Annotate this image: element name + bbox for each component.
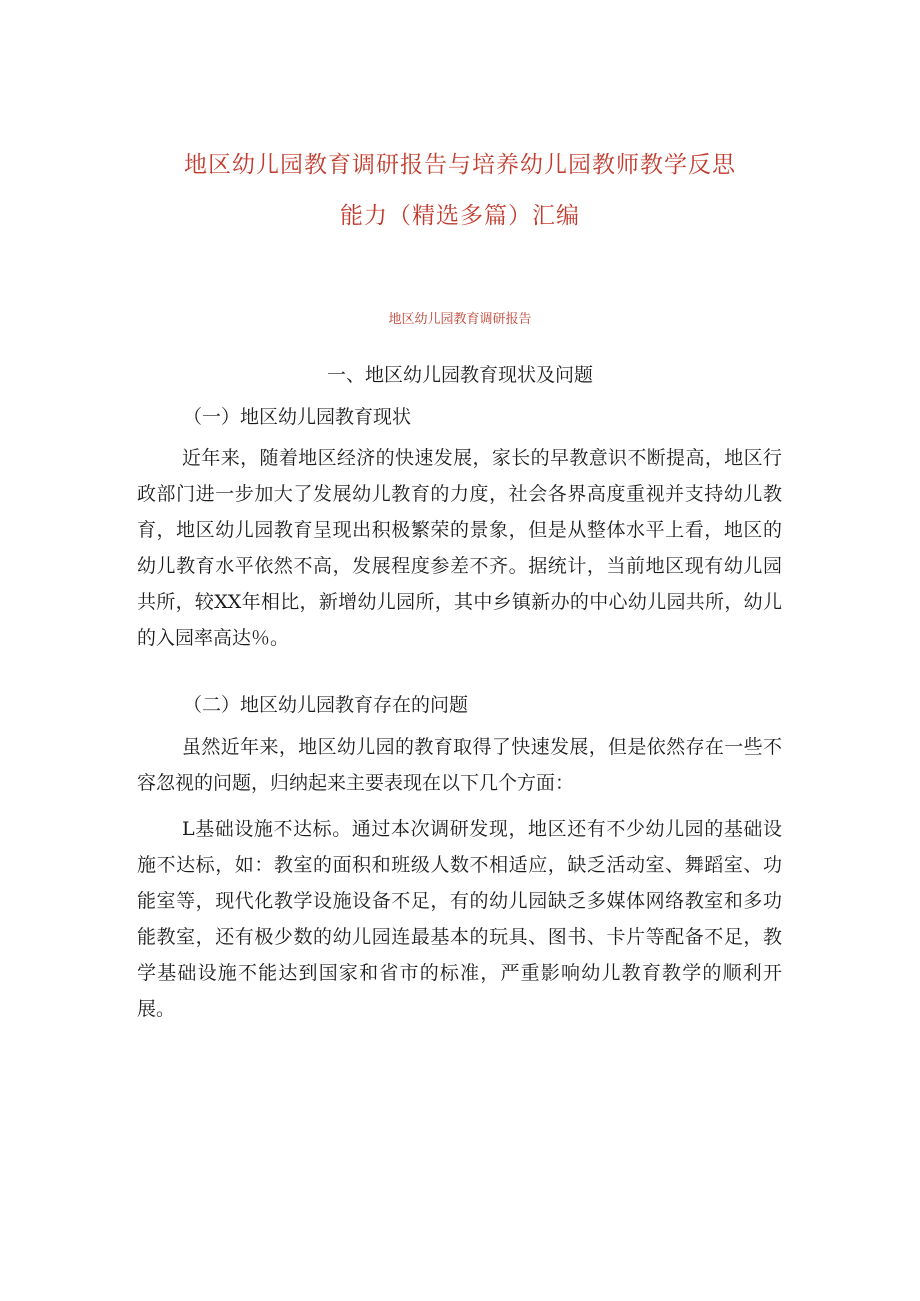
- paragraph-infrastructure: L基础设施不达标。通过本次调研发现，地区还有不少幼儿园的基础设施不达标，如：教室的面积和班级人数不相适应，缺乏活动室、舞蹈室、功能室等，现代化教学设施设备不足，有的幼儿园缺乏多媒体网络教室和多功能教室，还有极少数的幼儿园连最基本的玩具、图书、卡片等配备不足，教学基础设施不能达到国家和省市的标准，严重影响幼儿教育教学的顺利开展。: [137, 818, 782, 1020]
- paragraph-problems-intro: 虽然近年来，地区幼儿园的教育取得了快速发展，但是依然存在一些不容忽视的问题，归纳起来主要表现在以下几个方面：: [137, 736, 782, 794]
- section-heading-1: 一、地区幼儿园教育现状及问题: [326, 364, 593, 386]
- document-title-line2: 能力（精选多篇）汇编: [340, 203, 580, 229]
- subsection-heading-2: （二）地区幼儿园教育存在的问题: [183, 694, 469, 716]
- subsection-heading-1: （一）地区幼儿园教育现状: [183, 406, 412, 428]
- paragraph-current-status: 近年来，随着地区经济的快速发展，家长的早教意识不断提高，地区行政部门进一步加大了发展幼儿教育的力度，社会各界高度重视并支持幼儿教育，地区幼儿园教育呈现出积极繁荣的景象，但是从整体水平上看，地区的幼儿教育水平依然不高，发展程度参差不齐。据统计，当前地区现有幼儿园共所，较XX年相比，新增幼儿园所，其中乡镇新办的中心幼儿园共所，幼儿的入园率高达％。: [137, 447, 782, 649]
- report-subtitle: 地区幼儿园教育调研报告: [388, 312, 532, 327]
- document-title-line1: 地区幼儿园教育调研报告与培养幼儿园教师教学反思: [184, 152, 736, 178]
